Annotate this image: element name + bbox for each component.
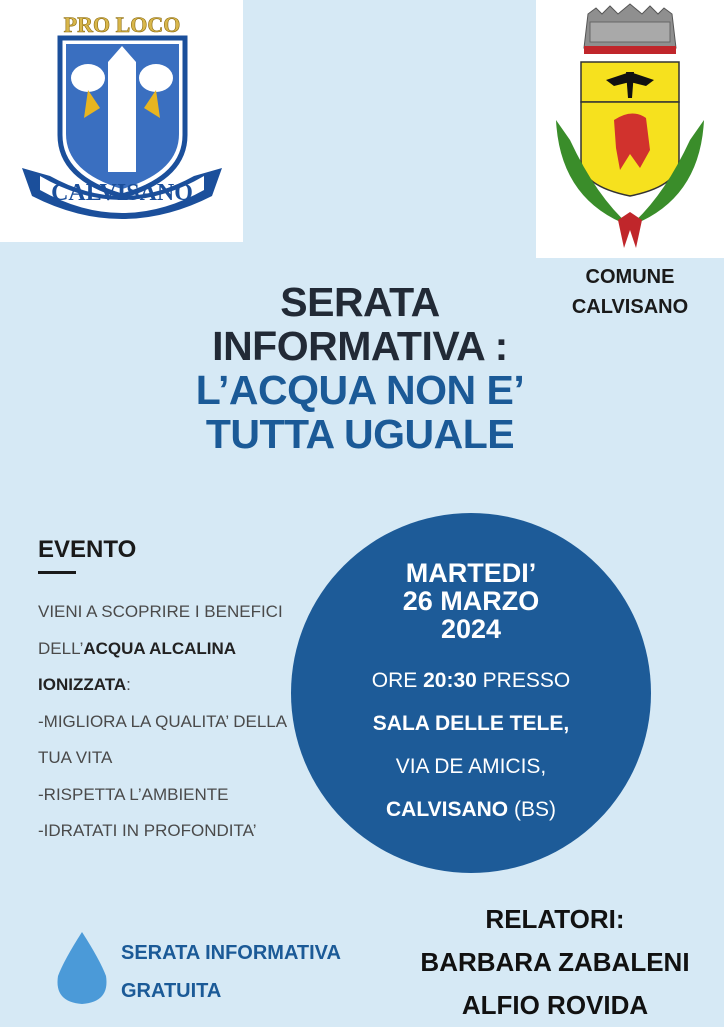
event-venue-name: SALA DELLE TELE, (372, 712, 570, 735)
free-event-line1: SERATA INFORMATIVA (121, 942, 341, 964)
evento-benefit-2: -RISPETTA L’AMBIENTE (38, 784, 229, 804)
pro-loco-logo (0, 0, 243, 242)
event-city-name: CALVISANO (386, 798, 509, 821)
comune-line1: COMUNE (585, 266, 675, 288)
event-time-value: 20:30 (423, 669, 477, 692)
page-title (90, 280, 630, 456)
event-province: (BS) (508, 798, 556, 821)
free-event-line2: GRATUITA (121, 980, 222, 1002)
evento-benefit-1: -MIGLIORA LA QUALITA’ DELLA TUA VITA (38, 711, 287, 767)
event-time-suffix: PRESSO (476, 669, 571, 692)
title-line4: TUTTA UGUALE (205, 411, 515, 457)
evento-intro-colon: : (126, 675, 131, 694)
comune-line2: CALVISANO (571, 296, 689, 318)
title-line1: SERATA (280, 279, 440, 325)
evento-benefit-3: -IDRATATI IN PROFONDITA’ (38, 821, 257, 840)
free-event-label (121, 934, 341, 1010)
evento-description (38, 594, 288, 850)
title-line3: L’ACQUA NON E’ (195, 367, 525, 413)
evento-intro-highlight: ACQUA ALCALINA IONIZZATA (38, 638, 236, 694)
speaker-1: BARBARA ZABALENI (420, 947, 690, 977)
event-date (291, 559, 651, 643)
event-details-circle (291, 513, 651, 873)
speakers-section (385, 898, 724, 1027)
event-city (291, 788, 651, 831)
speaker-2: ALFIO ROVIDA (461, 990, 649, 1020)
pro-loco-shield-icon (0, 0, 243, 242)
coat-of-arms-icon (536, 0, 724, 258)
pro-loco-banner-text: CALVISANO (51, 180, 193, 206)
event-location (291, 659, 651, 831)
event-venue (291, 702, 651, 745)
evento-divider (38, 571, 76, 574)
event-time-prefix: ORE (371, 669, 424, 692)
water-drop-icon (54, 930, 110, 1006)
evento-intro-text: VIENI A SCOPRIRE I BENEFICI DELL’ (38, 602, 283, 658)
title-line2: INFORMATIVA : (212, 323, 508, 369)
event-street: VIA DE AMICIS, (395, 755, 547, 778)
evento-heading: EVENTO (38, 536, 137, 563)
event-date-day: MARTEDI’ (405, 558, 537, 588)
speakers-heading: RELATORI: (485, 904, 625, 934)
evento-intro (38, 594, 288, 704)
pro-loco-title: PRO LOCO (63, 12, 181, 37)
comune-coat-of-arms (536, 0, 724, 258)
event-time (291, 659, 651, 702)
event-date-month: 26 MARZO (402, 586, 540, 616)
event-date-year: 2024 (440, 614, 502, 644)
